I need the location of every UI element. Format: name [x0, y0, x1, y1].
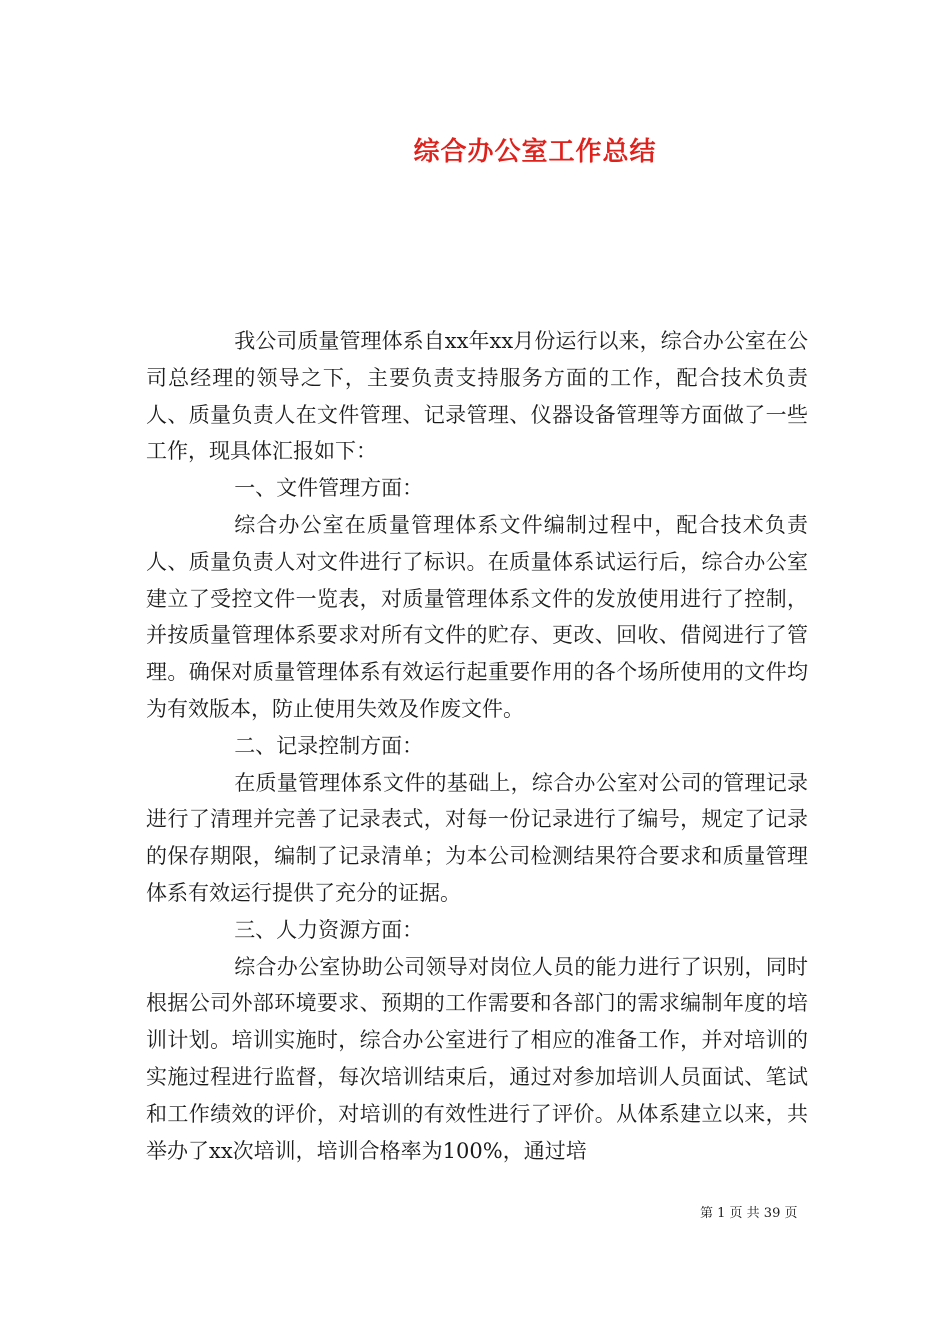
section-heading-human-resources: 三、人力资源方面： [234, 917, 424, 942]
file-management-paragraph: 综合办公室在质量管理体系文件编制过程中，配合技术负责人、质量负责人对文件进行了标识。在质量体系试运行后，综合办公室建立了受控文件一览表，对质量管理体系文件的发放使用进行了控制，并按质量管理体系要求对所有文件的贮存、更改、回收、借阅进行了管理。确保对质量管理体系有效运行起重要作用的各个场所使用的文件均为有效版本，防止使用失效及作废文件。 [146, 512, 808, 721]
human-resources-paragraph: 综合办公室协助公司领导对岗位人员的能力进行了识别，同时根据公司外部环境要求、预期的工作需要和各部门的需求编制年度的培训计划。培训实施时，综合办公室进行了相应的准备工作，并对培训的实施过程进行监督，每次培训结束后，通过对参加培训人员面试、笔试和工作绩效的评价，对培训的有效性进行了评价。从体系建立以来，共举办了xx次培训，培训合格率为100%，通过培 [146, 954, 808, 1163]
document-title: 综合办公室工作总结 [413, 137, 657, 167]
section-heading-file-management: 一、文件管理方面： [234, 476, 424, 501]
page-number-footer: 第 1 页 共 39 页 [700, 1206, 798, 1221]
document-body [146, 323, 808, 1169]
intro-paragraph: 我公司质量管理体系自xx年xx月份运行以来，综合办公室在公司总经理的领导之下，主要负责支持服务方面的工作，配合技术负责人、质量负责人在文件管理、记录管理、仪器设备管理等方面做了一些工作，现具体汇报如下： [146, 329, 808, 464]
record-control-paragraph: 在质量管理体系文件的基础上，综合办公室对公司的管理记录进行了清理并完善了记录表式，对每一份记录进行了编号，规定了记录的保存期限，编制了记录清单；为本公司检测结果符合要求和质量管理体系有效运行提供了充分的证据。 [146, 770, 808, 905]
section-heading-record-control: 二、记录控制方面： [234, 733, 424, 758]
